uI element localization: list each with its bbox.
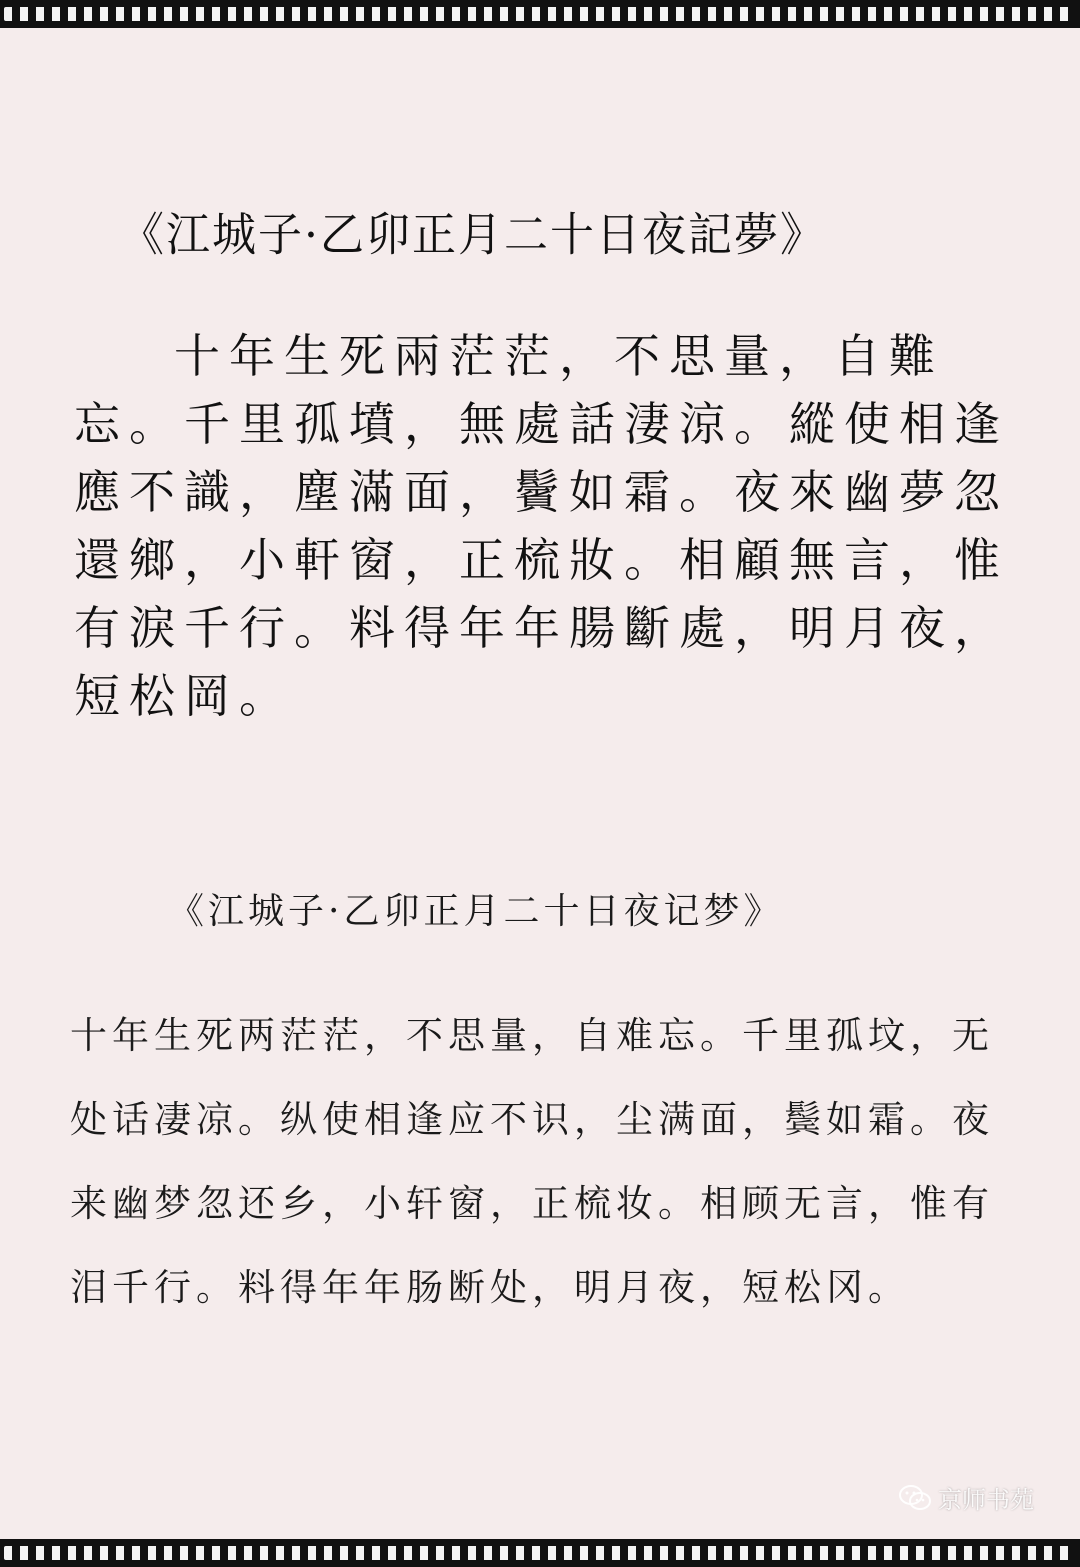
seal-script-body: 十年生死兩茫茫，不思量，自難忘。千里孤墳，無處話淒涼。縱使相逢應不識，塵滿面，鬢如霜。夜來幽夢忽還鄉，小軒窗，正梳妝。相顧無言，惟有淚千行。料得年年腸斷處，明月夜，短松岡。 — [74, 329, 1009, 723]
film-strip-top — [0, 0, 1080, 28]
regular-script-title: 《江城子·乙卯正月二十日夜记梦》 — [168, 891, 784, 932]
film-strip-bottom — [0, 1539, 1080, 1567]
film-perforations-bottom — [4, 1546, 1076, 1560]
watermark — [898, 1480, 1034, 1515]
film-perforations-top — [4, 7, 1076, 21]
watermark-text: 京师书苑 — [938, 1486, 1034, 1514]
regular-script-body: 十年生死两茫茫，不思量，自难忘。千里孤坟，无处话凄凉。纵使相逢应不识，尘满面，鬓如霜。夜来幽梦忽还乡，小轩窗，正梳妆。相顾无言，惟有泪千行。料得年年肠断处，明月夜，短松冈。 — [70, 1014, 994, 1309]
wechat-icon — [898, 1484, 932, 1512]
seal-script-title: 《江城子·乙卯正月二十日夜記夢》 — [120, 208, 826, 263]
